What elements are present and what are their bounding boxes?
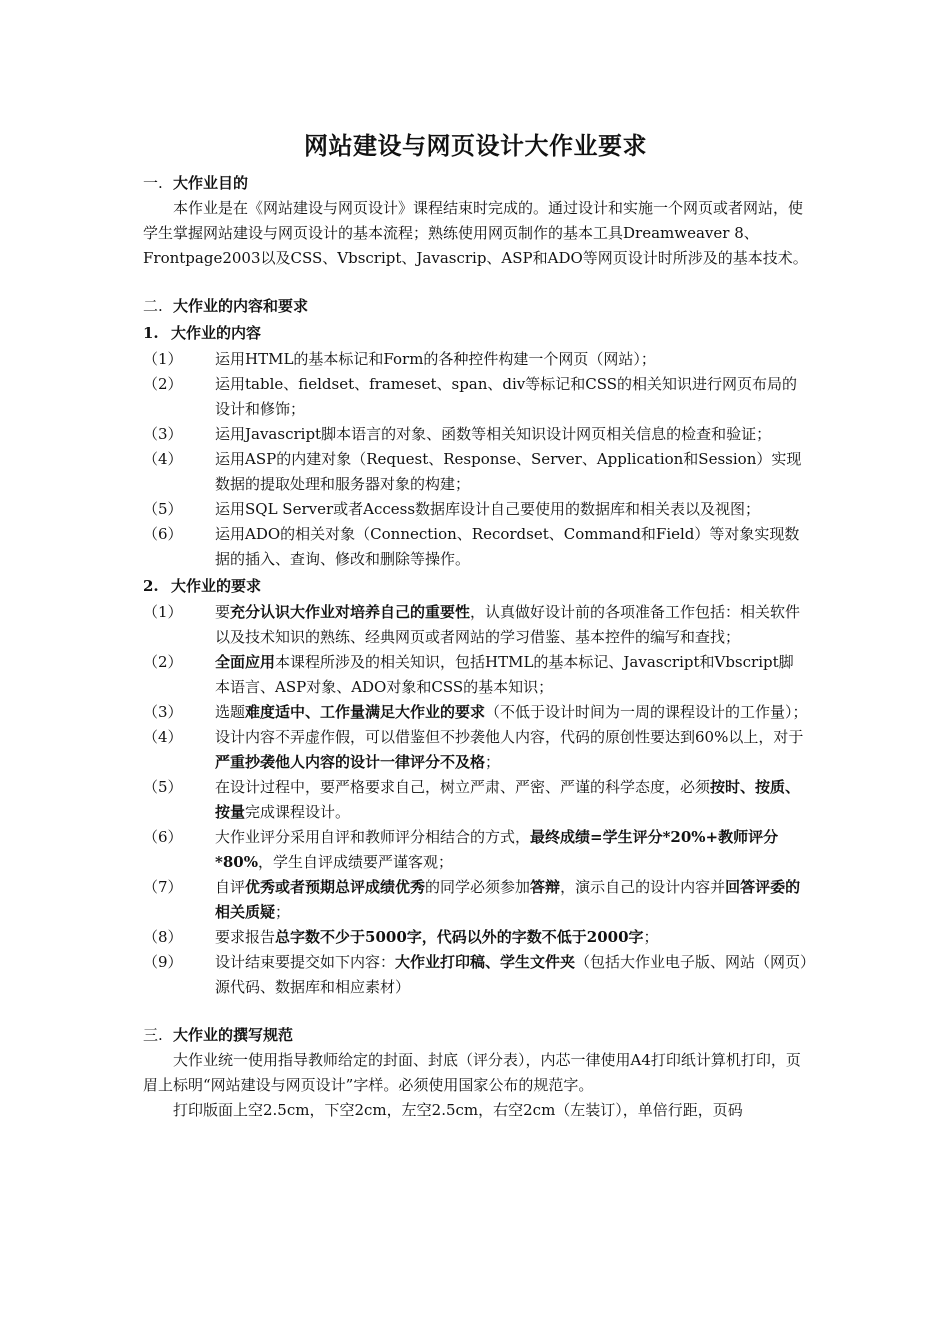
document-title: 网站建设与网页设计大作业要求 [304, 131, 647, 160]
emphasis-text: 难度适中、工作量满足大作业的要求 [245, 703, 486, 721]
text-run: ，学生自评成绩要严谨客观； [257, 853, 453, 871]
text-run: ； [275, 903, 291, 921]
list-item [143, 522, 808, 572]
emphasis-text: 优秀或者预期总评成绩优秀 [245, 878, 426, 896]
text-run: 运用ADO的相关对象（Connection、Recordset、Command和Field）等对象实现数据的插入、查询、修改和删除等操作。 [215, 525, 800, 568]
text-run: ； [643, 928, 659, 946]
text-run: 设计结束要提交如下内容： [215, 953, 396, 971]
list-item-number: （1） [143, 603, 183, 621]
text-run: 自评 [215, 878, 246, 896]
list-item-text [215, 775, 808, 825]
section-number: 二. [143, 297, 163, 315]
list-item-number: （2） [143, 375, 183, 393]
list-item-text [215, 650, 808, 700]
subsection-title: 大作业的要求 [171, 577, 262, 595]
list-item-text [215, 372, 808, 422]
writing-spec-paragraph-1: 大作业统一使用指导教师给定的封面、封底（评分表），内芯一律使用A4打印纸计算机打印，页眉上标明“网站建设与网页设计”字样。必须使用国家公布的规范字。 [143, 1051, 801, 1094]
list-item-number: （3） [143, 703, 183, 721]
list-item-number: （4） [143, 728, 183, 746]
text-run: ，认真做好设计前的各项准备工作包括：相关软件以及技术知识的熟练、经典网页或者网站的学习借鉴、基本控件的编写和查找； [215, 603, 801, 646]
text-run: 运用table、fieldset、frameset、span、div等标记和CSS的相关知识进行网页布局的设计和修饰； [215, 375, 798, 418]
text-run: ； [485, 753, 501, 771]
list-item [143, 775, 808, 825]
section-title: 大作业的撰写规范 [173, 1026, 294, 1044]
list-item-number: （5） [143, 778, 183, 796]
list-item-text [215, 725, 808, 775]
section-heading-content-requirements [143, 294, 808, 319]
text-run: 运用Javascript脚本语言的对象、函数等相关知识设计网页相关信息的检查和验证； [215, 425, 772, 443]
section-title: 大作业的内容和要求 [173, 297, 309, 315]
list-item-number: （3） [143, 425, 183, 443]
list-item [143, 347, 808, 372]
emphasis-text: 严重抄袭他人内容的设计一律评分不及格 [215, 753, 486, 771]
text-run: 本课程所涉及的相关知识，包括HTML的基本标记、Javascript和Vbscript脚本语言、ASP对象、ADO对象和CSS的基本知识； [215, 653, 794, 696]
list-item-number: （4） [143, 450, 183, 468]
list-item-number: （1） [143, 350, 183, 368]
purpose-paragraph: 本作业是在《网站建设与网页设计》课程结束时完成的。通过设计和实施一个网页或者网站，使学生掌握网站建设与网页设计的基本流程；熟练使用网页制作的基本工具Dreamweaver 8、Frontpage2003以及CSS、Vbscript、Javascrip、ASP和ADO等网页设计时所涉及的基本技术。 [143, 199, 808, 267]
list-item [143, 825, 808, 875]
list-item [143, 875, 808, 925]
list-item-text [215, 875, 808, 925]
list-item-number: （9） [143, 953, 183, 971]
list-item [143, 925, 808, 950]
text-run: 选题 [215, 703, 246, 721]
list-item [143, 700, 808, 725]
list-item-text [215, 522, 808, 572]
list-item [143, 950, 808, 1000]
subsection-heading-content [143, 319, 808, 347]
text-run: （包括大作业电子版、网站（网页）源代码、数据库和相应素材） [215, 953, 808, 996]
subsection-heading-requirements [143, 572, 808, 600]
text-run: 完成课程设计。 [245, 803, 351, 821]
text-run: ，演示自己的设计内容并 [560, 878, 726, 896]
list-item [143, 422, 808, 447]
text-run: （不低于设计时间为一周的课程设计的工作量）； [485, 703, 808, 721]
section-number: 一. [143, 174, 163, 192]
text-run: 要求报告 [215, 928, 276, 946]
text-run: 设计内容不弄虚作假，可以借鉴但不抄袭他人内容，代码的原创性要达到60%以上，对于 [215, 728, 804, 746]
emphasis-text: 答辩 [530, 878, 561, 896]
section-number: 三. [143, 1026, 163, 1044]
list-item-text [215, 925, 808, 950]
subsection-number: 2. [143, 577, 159, 595]
subsection-title: 大作业的内容 [171, 324, 262, 342]
section-title: 大作业目的 [173, 174, 249, 192]
list-item-text [215, 347, 808, 372]
writing-spec-paragraph-2: 打印版面上空2.5cm，下空2cm，左空2.5cm，右空2cm（左装订），单倍行距，页码 [173, 1101, 743, 1119]
list-item-text [215, 447, 808, 497]
list-item [143, 725, 808, 775]
section-heading-purpose [143, 171, 808, 196]
emphasis-text: 回答评委的相关质疑 [215, 878, 801, 921]
list-item-text [215, 950, 808, 1000]
list-item [143, 372, 808, 422]
list-item [143, 650, 808, 700]
list-item-number: （2） [143, 653, 183, 671]
emphasis-text: 充分认识大作业对培养自己的重要性 [230, 603, 471, 621]
document-page [143, 126, 808, 1123]
emphasis-text: 总字数不少于5000字，代码以外的字数不低于2000字 [275, 928, 644, 946]
list-item-number: （5） [143, 500, 183, 518]
text-run: 在设计过程中，要严格要求自己，树立严肃、严密、严谨的科学态度，必须 [215, 778, 711, 796]
section-heading-writing-spec [143, 1023, 808, 1048]
list-item-number: （6） [143, 525, 183, 543]
emphasis-text: 最终成绩=学生评分*20%+教师评分*80% [215, 828, 779, 871]
content-list [143, 347, 808, 572]
list-item-text [215, 422, 808, 447]
list-item [143, 600, 808, 650]
text-run: 运用HTML的基本标记和Form的各种控件构建一个网页（网站）； [215, 350, 656, 368]
list-item-number: （7） [143, 878, 183, 896]
list-item-text [215, 600, 808, 650]
list-item-text [215, 700, 808, 725]
emphasis-text: 大作业打印稿、学生文件夹 [395, 953, 576, 971]
requirements-list [143, 600, 808, 1000]
text-run: 运用ASP的内建对象（Request、Response、Server、Application和Session）实现数据的提取处理和服务器对象的构建； [215, 450, 802, 493]
list-item-number: （8） [143, 928, 183, 946]
list-item-text [215, 497, 808, 522]
emphasis-text: 按时、按质、按量 [215, 778, 801, 821]
list-item [143, 447, 808, 497]
text-run: 运用SQL Server或者Access数据库设计自己要使用的数据库和相关表以及视图； [215, 500, 761, 518]
text-run: 要 [215, 603, 231, 621]
text-run: 的同学必须参加 [425, 878, 531, 896]
emphasis-text: 全面应用 [215, 653, 276, 671]
subsection-number: 1. [143, 324, 159, 342]
text-run: 大作业评分采用自评和教师评分相结合的方式， [215, 828, 531, 846]
list-item [143, 497, 808, 522]
list-item-number: （6） [143, 828, 183, 846]
list-item-text [215, 825, 808, 875]
